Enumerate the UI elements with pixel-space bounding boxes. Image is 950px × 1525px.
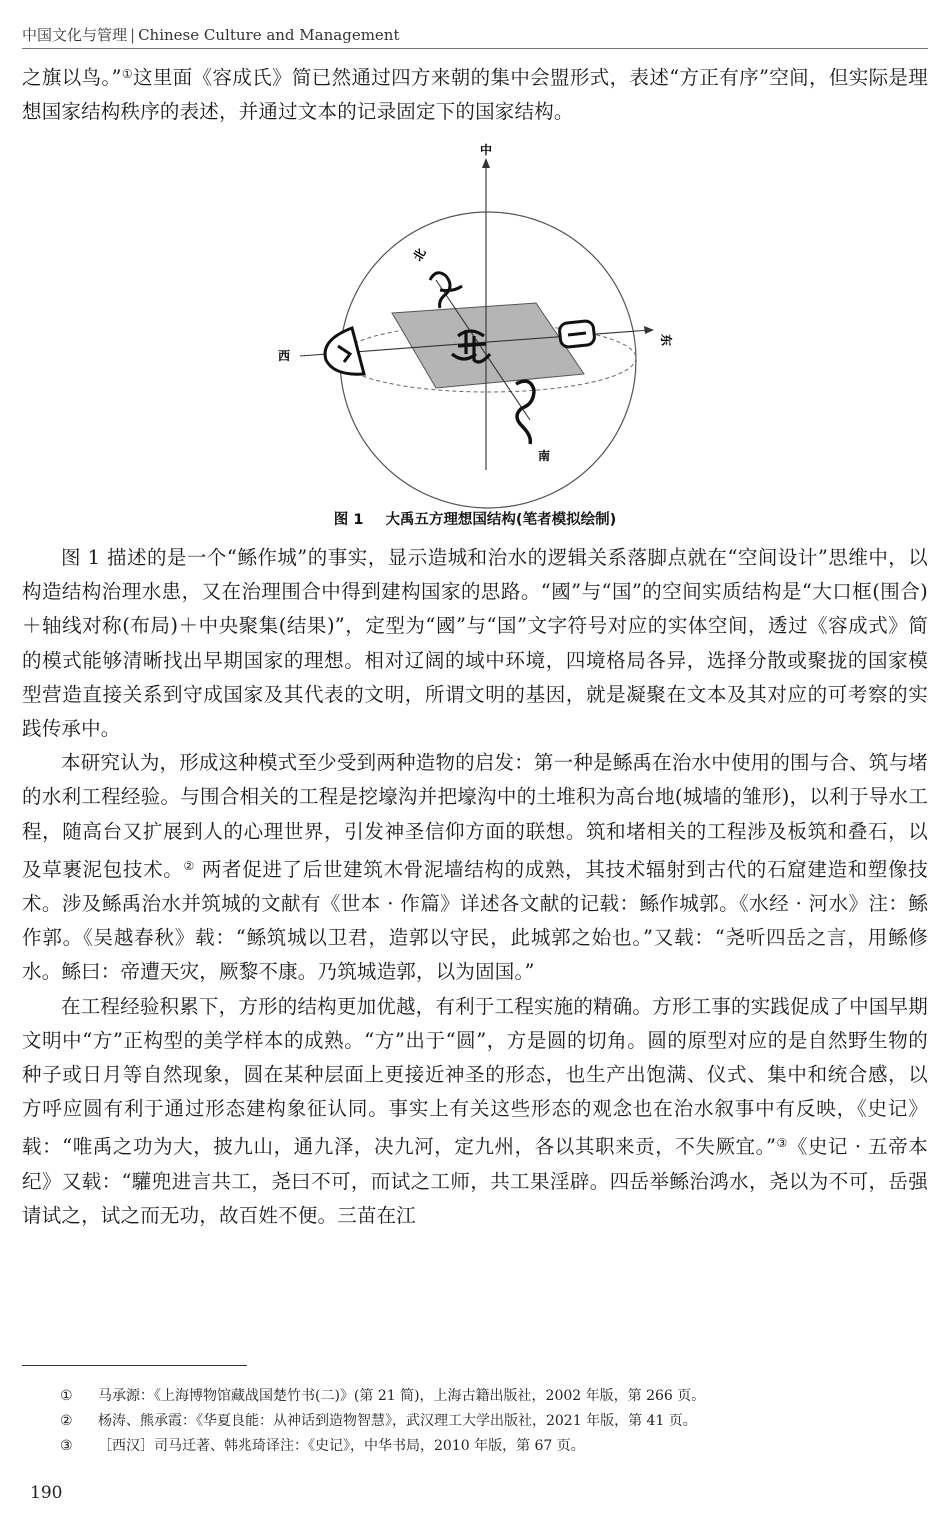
intro-text-b: 这里面《容成氏》简已然通过四方来朝的集中会盟形式，表述“方正有序”空间，但实际是理想国家结构秩序的表述，并通过文本的记录固定下的国家结构。: [22, 66, 928, 124]
figure-caption-text: 大禹五方理想国结构(笔者模拟绘制): [385, 512, 617, 528]
footnote-ref-1[interactable]: ①: [121, 67, 133, 81]
label-south: 南: [538, 449, 551, 463]
paragraph-1: 图 1 描述的是一个“鲧作城”的事实，显示造城和治水的逻辑关系落脚点就在“空间设计”思维中，以构造结构治理水患，又在治理围合中得到建构国家的思路。“國”与“国”的空间实质结构是“大口框(围合)＋轴线对称(布局)＋中央聚集(结果)”，定型为“國”与“国”文字符号对应的实体空间，透过《容成式》简的模式能够清晰找出早期国家的理想。相对辽阔的域中环境，四境格局各异，选择分散或聚拢的国家模型营造直接关系到守成国家及其代表的文明，所谓文明的基因，就是凝聚在文本及其对应的可考察的实践传承中。: [22, 546, 928, 741]
east-axis-arrowhead: [644, 326, 654, 334]
footnote-2-text: 杨涛、熊承霞：《华夏良能：从神话到造物智慧》，武汉理工大学出版社，2021 年版，第 41 页。: [98, 1413, 697, 1429]
east-glyph-bar-icon: [568, 333, 586, 335]
footnote-ref-3[interactable]: ③: [776, 1136, 788, 1151]
running-header: [22, 24, 928, 49]
main-body: [22, 541, 928, 1233]
paragraph-3: [22, 990, 928, 1233]
label-east: 东: [659, 334, 673, 347]
intro-paragraph: [22, 57, 928, 129]
footnote-3-text: ［西汉］司马迁著、韩兆琦译注：《史记》，中华书局，2010 年版，第 67 页。: [98, 1438, 585, 1454]
journal-title-cn: 中国文化与管理: [22, 26, 128, 44]
north-glyph-icon: [430, 273, 462, 308]
paragraph-2-text-a: 本研究认为，形成这种模式至少受到两种造物的启发：第一种是鲧禹在治水中使用的围与合、筑与堵的水利工程经验。与围合相关的工程是挖壕沟并把壕沟中的土堆积为高台地(城墙的雏形)，以利于导水工程，随高台又扩展到人的心理世界，引发神圣信仰方面的联想。筑和堵相关的工程涉及板筑和叠石，以及草裹泥包技术。: [22, 751, 928, 881]
paragraph-2: [22, 746, 928, 989]
figure-caption: [0, 508, 950, 529]
page-number: 190: [30, 1483, 63, 1503]
footnote-1: [60, 1384, 930, 1409]
footnote-1-mark: ①: [60, 1388, 73, 1404]
figure-number: 图 1: [333, 512, 364, 528]
sphere-diagram: [240, 140, 710, 510]
footnote-2-mark: ②: [60, 1413, 73, 1429]
vertical-axis-arrowhead: [482, 158, 490, 168]
footnote-divider: [22, 1365, 247, 1366]
label-north: 北: [410, 246, 429, 264]
label-center: 中: [479, 143, 493, 157]
header-separator: |: [130, 26, 136, 44]
journal-title-en: Chinese Culture and Management: [138, 26, 400, 44]
footnotes: [60, 1384, 930, 1459]
paragraph-3-text-b: 《史记 · 五帝本纪》又载：“驩兜进言共工，尧曰不可，而试之工师，共工果淫辟。四岳举鲧治鸿水，尧以为不可，岳强请试之，试之而无功，故百姓不便。三苗在江: [22, 1135, 928, 1227]
footnote-3: [60, 1434, 930, 1459]
paragraph-2-text-b: 两者促进了后世建筑木骨泥墙结构的成熟，其技术辐射到古代的石窟建造和塑像技术。涉及鲧禹治水并筑城的文献有《世本 · 作篇》详述各文献的记载：鲧作城郭。《水经 · 河水》注：鲧作郭。《吴越春秋》载：“鲧筑城以卫君，造郭以守民，此城郭之始也。”又载：“尧听四岳之言，用鲧修水。鲧曰：帝遭天灾，厥黎不康。乃筑城造郭，以为固国。”: [22, 857, 928, 984]
intro-text-a: 之旗以鸟。”: [22, 66, 122, 89]
label-west: 西: [278, 349, 291, 363]
figure-five-directions-diagram: [240, 140, 710, 510]
footnote-3-mark: ③: [60, 1438, 73, 1454]
central-square-plane: [392, 303, 584, 388]
footnote-2: [60, 1409, 930, 1434]
footnote-1-text: 马承源：《上海博物馆藏战国楚竹书(二)》(第 21 简)，上海古籍出版社，2002 年版，第 266 页。: [98, 1388, 706, 1404]
paragraph-3-text-a: 在工程经验积累下，方形的结构更加优越，有利于工程实施的精确。方形工事的实践促成了中国早期文明中“方”正构型的美学样本的成熟。“方”出于“圆”，方是圆的切角。圆的原型对应的是自然野生物的种子或日月等自然现象，圆在某种层面上更接近神圣的形态，也生产出饱满、仪式、集中和统合感，以方呼应圆有利于通过形态建构象征认同。事实上有关这些形态的观念也在治水叙事中有反映，《史记》载：“唯禹之功为大，披九山，通九泽，决九河，定九州，各以其职来贡，不失厥宜。”: [22, 994, 928, 1159]
footnote-ref-2[interactable]: ②: [183, 858, 195, 873]
